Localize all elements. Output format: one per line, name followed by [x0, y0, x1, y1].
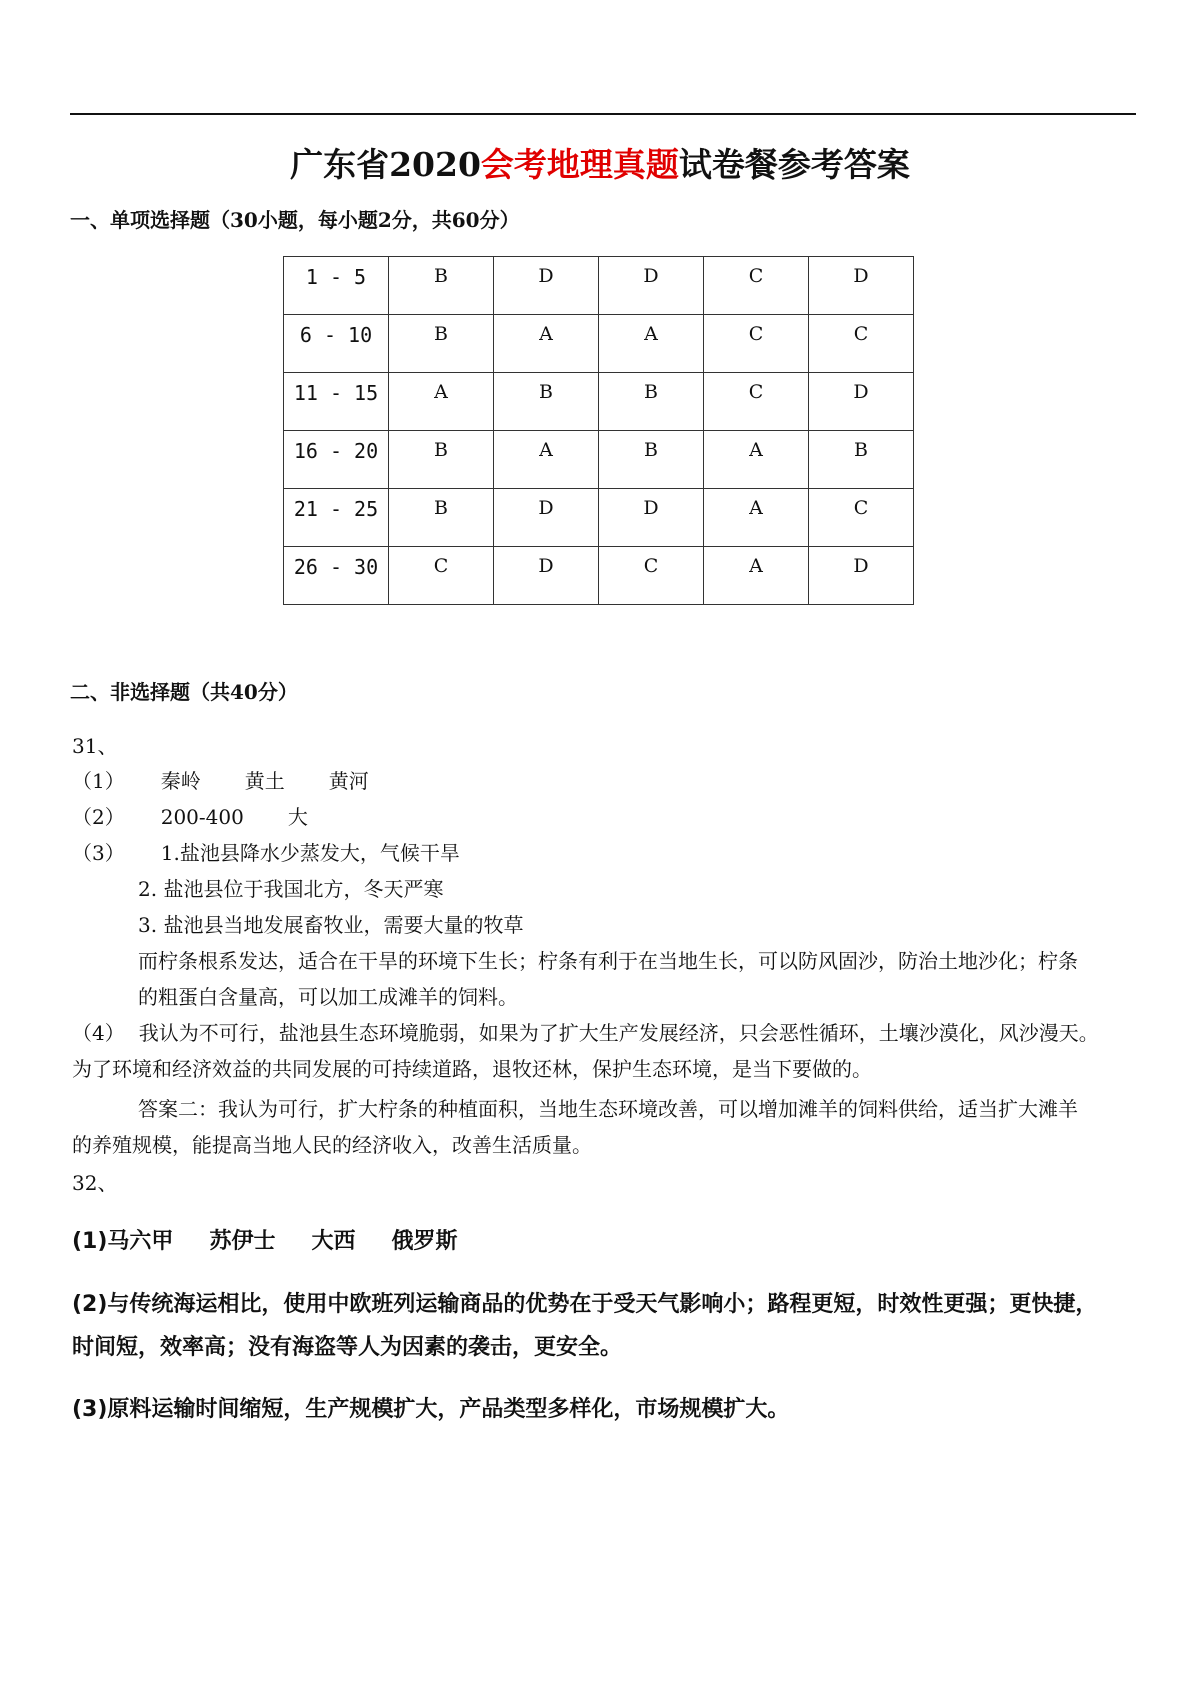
- table-row: [284, 547, 914, 605]
- title-suffix: 试卷餐参考答案: [678, 145, 910, 184]
- title-highlight: 会考地理真题: [480, 145, 679, 184]
- answer-cell: D: [809, 257, 914, 315]
- table-row: [284, 489, 914, 547]
- q31-p1-num: （1）: [72, 769, 125, 793]
- q31-part1: [72, 766, 369, 796]
- answer-cell: A: [704, 431, 809, 489]
- q31-p1-a: 秦岭: [160, 769, 201, 793]
- q31-p2-num: （2）: [72, 805, 125, 829]
- answer-cell: B: [389, 257, 494, 315]
- answer-cell: C: [704, 257, 809, 315]
- q31-p1-b: 黄土: [244, 769, 285, 793]
- table-row: [284, 315, 914, 373]
- q31-part4-line1: [72, 1018, 1099, 1048]
- question-range-cell: 6 - 10: [284, 315, 389, 373]
- q32-p1-b: 苏伊士: [209, 1229, 276, 1254]
- header-rule: [70, 113, 1136, 115]
- answer-cell: B: [389, 315, 494, 373]
- table-row: [284, 373, 914, 431]
- q31-p4-line2: 为了环境和经济效益的共同发展的可持续道路，退牧还林，保护生态环境，是当下要做的。: [72, 1057, 872, 1081]
- answer-cell: B: [389, 431, 494, 489]
- answer-cell: D: [494, 489, 599, 547]
- q32-p3-line1: (3)原料运输时间缩短，生产规模扩大，产品类型多样化，市场规模扩大。: [72, 1397, 790, 1422]
- answer-cell: C: [599, 547, 704, 605]
- q31-p4-l1: 我认为不可行，盐池县生态环境脆弱，如果为了扩大生产发展经济，只会恶性循环，土壤沙漠化，风沙漫天。: [138, 1021, 1099, 1045]
- answer-cell: B: [599, 373, 704, 431]
- answer-cell: B: [494, 373, 599, 431]
- answer-cell: B: [389, 489, 494, 547]
- section1-heading: 一、单项选择题（30小题，每小题2分，共60分）: [70, 208, 520, 232]
- q31-part2: [72, 802, 308, 832]
- question-range-cell: 11 - 15: [284, 373, 389, 431]
- table-row: [284, 257, 914, 315]
- q31-p3-item1: 1.盐池县降水少蒸发大，气候干旱: [160, 841, 460, 865]
- answer-cell: D: [809, 547, 914, 605]
- answer-cell: B: [809, 431, 914, 489]
- q31-label: 31、: [72, 734, 118, 758]
- answer-cell: A: [704, 547, 809, 605]
- q31-p3-num: （3）: [72, 841, 125, 865]
- q32-label: 32、: [72, 1171, 118, 1195]
- answer-cell: A: [494, 431, 599, 489]
- section2-heading: 二、非选择题（共40分）: [70, 680, 298, 704]
- q31-part3-line1: [72, 838, 460, 868]
- question-range-cell: 21 - 25: [284, 489, 389, 547]
- q31-p1-c: 黄河: [328, 769, 369, 793]
- answer-cell: A: [704, 489, 809, 547]
- q31-p4-num: （4）: [72, 1021, 125, 1045]
- q32-p1-a: 马六甲: [107, 1229, 174, 1254]
- q32-part1: [72, 1227, 457, 1257]
- q31-p4-line4: 的养殖规模，能提高当地人民的经济收入，改善生活质量。: [72, 1133, 592, 1157]
- page-title: [0, 140, 1200, 190]
- answer-cell: C: [809, 315, 914, 373]
- answer-cell: D: [599, 257, 704, 315]
- question-range-cell: 26 - 30: [284, 547, 389, 605]
- q31-p2-a: 200-400: [160, 805, 244, 829]
- q31-p3-item3: 3. 盐池县当地发展畜牧业，需要大量的牧草: [138, 913, 524, 937]
- answer-cell: D: [494, 547, 599, 605]
- answer-cell: C: [809, 489, 914, 547]
- q31-p4-line3: 答案二：我认为可行，扩大柠条的种植面积，当地生态环境改善，可以增加滩羊的饲料供给，适当扩大滩羊: [138, 1097, 1078, 1121]
- answer-cell: C: [704, 315, 809, 373]
- q32-p2-line2: 时间短，效率高；没有海盗等人为因素的袭击，更安全。: [72, 1335, 623, 1360]
- q32-p1-c: 大西: [311, 1229, 356, 1254]
- q32-p1-num: (1): [72, 1229, 108, 1254]
- answer-table: [283, 256, 914, 605]
- q31-p3-explain-line1: 而柠条根系发达，适合在干旱的环境下生长；柠条有利于在当地生长，可以防风固沙，防治土地沙化；柠条: [138, 949, 1078, 973]
- answer-cell: C: [704, 373, 809, 431]
- q31-p3-item2: 2. 盐池县位于我国北方，冬天严寒: [138, 877, 444, 901]
- answer-cell: A: [494, 315, 599, 373]
- answer-cell: A: [599, 315, 704, 373]
- answer-cell: A: [389, 373, 494, 431]
- q31-p2-b: 大: [287, 805, 308, 829]
- title-prefix: 广东省2020: [290, 145, 481, 184]
- table-row: [284, 431, 914, 489]
- q32-p1-d: 俄罗斯: [391, 1229, 458, 1254]
- answer-cell: C: [389, 547, 494, 605]
- answer-cell: D: [809, 373, 914, 431]
- answer-cell: D: [599, 489, 704, 547]
- q31-p3-explain-line2: 的粗蛋白含量高，可以加工成滩羊的饲料。: [138, 985, 518, 1009]
- question-range-cell: 1 - 5: [284, 257, 389, 315]
- question-range-cell: 16 - 20: [284, 431, 389, 489]
- answer-cell: D: [494, 257, 599, 315]
- q32-p2-line1: (2)与传统海运相比，使用中欧班列运输商品的优势在于受天气影响小；路程更短，时效性更强；更快捷，: [72, 1292, 1098, 1317]
- answer-cell: B: [599, 431, 704, 489]
